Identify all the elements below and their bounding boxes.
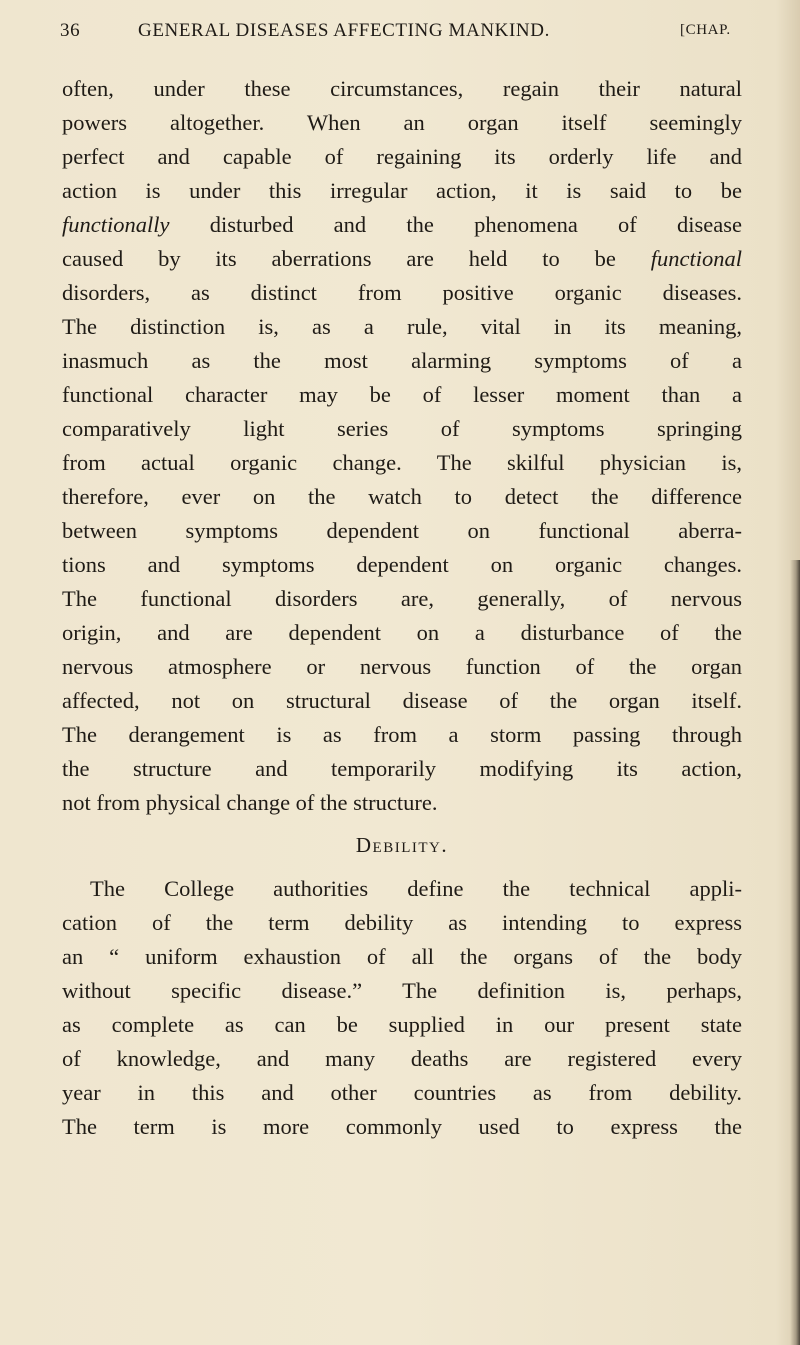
text-line: inasmuch as the most alarming symptoms of a (62, 348, 742, 373)
text-line: The distinction is, as a rule, vital in its meaning, (62, 314, 742, 339)
text-line: The term is more commonly used to express the (62, 1114, 742, 1139)
body-text (62, 72, 742, 1144)
text-line: as complete as can be supplied in our present state (62, 1012, 742, 1037)
text-line: without specific disease.” The definition is, perhaps, (62, 978, 742, 1003)
text-line: therefore, ever on the watch to detect the difference (62, 484, 742, 509)
text-line: year in this and other countries as from debility. (62, 1080, 742, 1105)
running-header (60, 20, 740, 50)
text-line: powers altogether. When an organ itself seemingly (62, 110, 742, 135)
text-line: functional character may be of lesser moment than a (62, 382, 742, 407)
text-line: disorders, as distinct from positive organic diseases. (62, 280, 742, 305)
text-line: tions and symptoms dependent on organic changes. (62, 552, 742, 577)
text-line: not from physical change of the structure. (62, 790, 438, 815)
text-line-with-italic (62, 242, 742, 276)
text-line: The College authorities define the technical appli- (90, 876, 742, 901)
text-line: perfect and capable of regaining its orderly life and (62, 144, 742, 169)
page-edge-shadow (790, 560, 800, 1345)
italic-word: functional (650, 246, 742, 271)
section-heading (62, 828, 742, 862)
text-line: often, under these circumstances, regain their natural (62, 76, 742, 101)
page-number: 36 (60, 20, 81, 41)
text-line: action is under this irregular action, it is said to be (62, 178, 742, 203)
text-line: The functional disorders are, generally, of nervous (62, 586, 742, 611)
text-line: from actual organic change. The skilful physician is, (62, 450, 742, 475)
text-fragment: disturbed and the phenomena of disease (209, 212, 743, 237)
text-line: cation of the term debility as intending to express (62, 910, 742, 935)
text-line: between symptoms dependent on functional aberra- (62, 518, 742, 543)
text-line: the structure and temporarily modifying its action, (62, 756, 742, 781)
text-line: comparatively light series of symptoms springing (62, 416, 742, 441)
text-line: an “ uniform exhaustion of all the organs of the body (62, 944, 742, 969)
text-line: nervous atmosphere or nervous function of the organ (62, 654, 742, 679)
text-line-with-italic (62, 208, 742, 242)
italic-word: functionally (62, 212, 170, 237)
chapter-marker: [CHAP. (680, 22, 731, 38)
section-heading-text: Debility. (355, 833, 449, 857)
text-line: origin, and are dependent on a disturbance of the (62, 620, 742, 645)
text-line: The derangement is as from a storm passing through (62, 722, 742, 747)
text-line: of knowledge, and many deaths are registered every (62, 1046, 742, 1071)
running-title: GENERAL DISEASES AFFECTING MANKIND. (138, 20, 550, 41)
text-fragment: caused by its aberrations are held to be (62, 246, 616, 271)
text-line: affected, not on structural disease of the organ itself. (62, 688, 742, 713)
